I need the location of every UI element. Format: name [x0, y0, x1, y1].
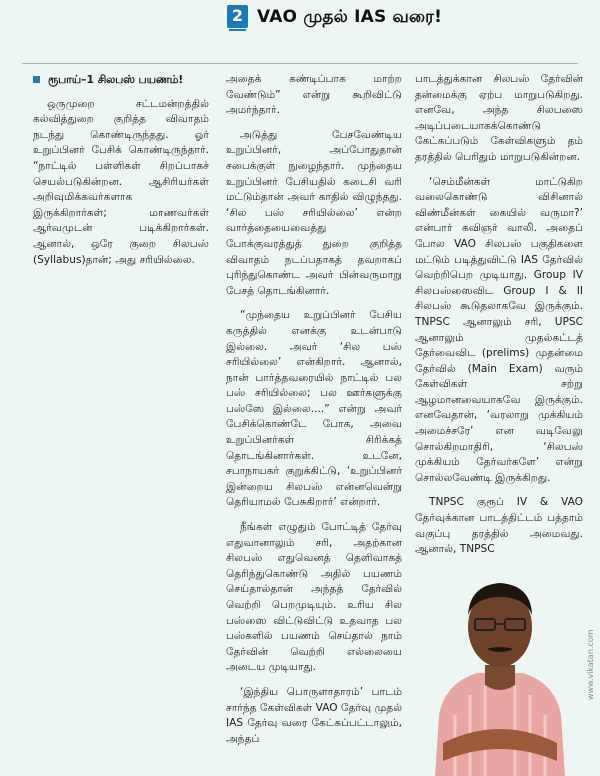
article-column-1	[33, 72, 209, 277]
page-title: VAO முதல் IAS வரை!	[257, 7, 443, 27]
paragraph: ‘இந்திய பொருளாதாரம்’ பாடம் சார்ந்த கேள்விகள் VAO தேர்வு முதல் IAS தேர்வு வரை கேட்கப்பட்டாலும், அந்தப்	[226, 685, 402, 745]
paragraph: ‘செம்மீன்கள் மாட்டுகிற வலைகொண்டு விசினால் விண்மீன்கள் கையில் வருமா?’ என்பார் கவிஞர் வாலி. அதைப் போல VAO சிலபஸ் பகுதிகளை மட்டும் படித்துவிட்டு IAS தேர்வில் வெற்றிபெற முடியாது. Group IV சிலபஸ்ஸைவிட Group I & II சிலபஸ் கூடுதலாகவே இருக்கும். TNPSC ஆனாலும் சரி, UPSC ஆனாலும் முதல்கட்டத் தேர்வைவிட (prelims) முதன்மை தேர்வில் (Main Exam) வரும் கேள்விகள் சற்று ஆழமானவையாகவே இருக்கும். எனவேதான், ‘வரலாறு முக்கியம் அமைச்சரே’ என வடிவேலு சொல்கிறமாதிரி, ‘சிலபஸ் முக்கியம் தேர்வர்களே’ என்று சொல்லவேண்டி இருக்கிறது.	[415, 175, 583, 484]
page-number-badge: 2	[227, 5, 248, 28]
article-column-3	[415, 72, 583, 567]
paragraph: TNPSC குரூப் IV & VAO தேர்வுக்கான பாடத்திட்டம் பத்தாம் வகுப்பு தரத்தில் அமைவது. ஆனால், TNPSC	[415, 496, 583, 556]
paragraph: நீங்கள் எழுதும் போட்டித் தேர்வு எதுவானாலும் சரி, அதற்கான சிலபஸ் எதுவெனத் தெளிவாகத் தெரிந்துகொண்டு அதில் பயணம் செய்தால்தான் அந்தத் தேர்வில் வெற்றி பெறமுடியும். உரிய சில பஸ்ஸை விட்டுவிட்டு உதவாத பல பஸ்களில் பயணம் செய்தால் நாம் தேர்வின் வெற்றி எல்லையை அடைய முடியாது.	[226, 521, 402, 674]
paragraph: “முந்தைய உறுப்பினர் பேசிய கருத்தில் எனக்கு உடன்பாடு இல்லை. அவர் ‘சில பஸ் சரியில்லை’ என்கிறார். ஆனால், நான் பார்த்தவரையில் நாட்டில் பல பஸ் சரியில்லை; பல ஊர்களுக்கு பஸ்ஸே இல்லை....” என்று அவர் பேசிக்கொண்டே போக, அவை உறுப்பினர்கள் சிரிக்கத் தொடங்கினார்கள். உடனே, சபாநாயகர் குறுக்கிட்டு, ‘உறுப்பினர் இன்றைய சிலபஸ் என்னவென்று தெரியாமல் பேசுகிறார்’ என்றார்.	[226, 309, 402, 509]
watermark: www.vikatan.com	[586, 629, 595, 700]
paragraph: ஒருமுறை சட்டமன்றத்தில் கல்வித்துறை குறித்த விவாதம் நடந்து கொண்டிருந்தது. ஓர் உறுப்பினர் பேசிக் கொண்டிருந்தார். “நாட்டில் பள்ளிகள் சிறப்பாகச் செயல்படுகின்றன. ஆசிரியர்கள் அறிவுமிக்கவர்களாக இருக்கிறார்கள்; மாணவர்கள் ஆர்வமுடன் படிக்கிறார்கள். ஆனால், ஒரே குறை சிலபஸ் (Syllabus)தான்; அது சரியில்லை.	[33, 97, 209, 266]
article-column-2	[226, 72, 402, 756]
section-subhead	[33, 72, 209, 88]
author-photo	[425, 565, 575, 776]
paragraph: அடுத்து பேசவேண்டிய உறுப்பினர், அப்போதுதான் சபைக்குள் நுழைந்தார். முந்தைய உறுப்பினர் பேசியதில் கடைசி வரி மட்டும்தான் அவர் காதில் விழுந்தது. ‘சில பஸ் சரியில்லை’ என்ற வார்த்தையைவைத்து போக்குவரத்துத் துறை குறித்த விவாதம் நடப்பதாகத் தவறாகப் புரிந்துகொண்ட அவர் பின்வருமாறு பேசத் தொடங்கினார்.	[226, 128, 402, 297]
paragraph: பாடத்துக்கான சிலபஸ் தேர்வின் தன்மைக்கு ஏற்ப மாறுபடுகிறது. எனவே, அந்த சிலபஸை அடிப்படையாகக்கொண்டு கேட்கப்படும் கேள்விகளும் தம் தரத்தில் பெரிதும் மாறுபடுகின்றன.	[415, 73, 583, 163]
header-divider	[22, 63, 578, 64]
subhead-text: ரூபாய்–1 சிலபஸ் பயணம்!	[48, 73, 184, 86]
page-header	[0, 0, 600, 40]
square-bullet-icon	[33, 76, 40, 83]
paragraph: அதைக் கண்டிப்பாக மாற்ற வேண்டும்” என்று கூறிவிட்டு அமர்ந்தார்.	[226, 73, 402, 117]
